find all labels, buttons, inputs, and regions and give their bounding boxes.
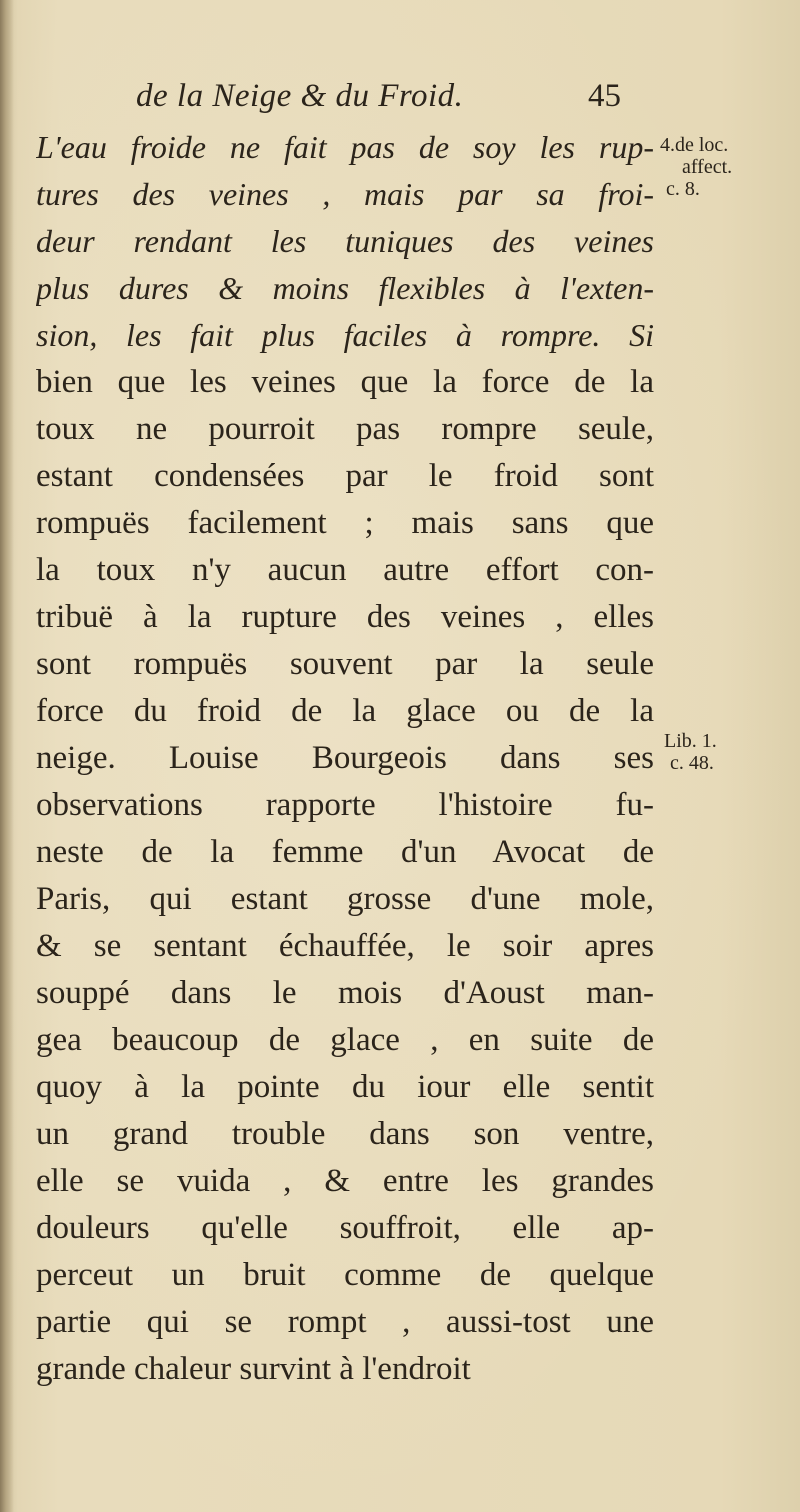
margin-note-line: c. 48.: [670, 752, 714, 774]
text-line: & se sentant échauffée, le soir apres: [36, 928, 654, 964]
text-line: force du froid de la glace ou de la: [36, 693, 654, 729]
text-line: la toux n'y aucun autre effort con-: [36, 552, 654, 588]
margin-note-line: affect.: [682, 156, 733, 178]
text-line: douleurs qu'elle souffroit, elle ap-: [36, 1210, 654, 1246]
text-line: sont rompuës souvent par la seule: [36, 646, 654, 682]
text-line: gea beaucoup de glace , en suite de: [36, 1022, 654, 1058]
text-line: Paris, qui estant grosse d'une mole,: [36, 881, 654, 917]
margin-note-line: 4.de loc.: [660, 134, 729, 156]
text-line: observations rapporte l'histoire fu-: [36, 787, 654, 823]
margin-note-citation: [660, 134, 732, 200]
text-line: L'eau froide ne fait pas de soy les rup-: [36, 129, 654, 165]
text-line: tures des veines , mais par sa froi-: [36, 176, 654, 212]
text-line: un grand trouble dans son ventre,: [36, 1116, 654, 1152]
text-line: tribuë à la rupture des veines , elles: [36, 599, 654, 635]
margin-note-line: c. 8.: [666, 178, 700, 200]
text-line: plus dures & moins flexibles à l'exten-: [36, 270, 654, 306]
page-number: 45: [588, 78, 621, 114]
text-line: neste de la femme d'un Avocat de: [36, 834, 654, 870]
text-line: deur rendant les tuniques des veines: [36, 223, 654, 259]
page-header: [0, 78, 800, 128]
page-gutter: [0, 0, 14, 1512]
body-text: [36, 124, 654, 1393]
margin-note-citation: [664, 730, 717, 774]
text-line: grande chaleur survint à l'endroit: [36, 1351, 471, 1387]
text-line: bien que les veines que la force de la: [36, 364, 654, 400]
text-line: estant condensées par le froid sont: [36, 458, 654, 494]
text-line: toux ne pourroit pas rompre seule,: [36, 411, 654, 447]
text-line: quoy à la pointe du iour elle sentit: [36, 1069, 654, 1105]
margin-note-line: Lib. 1.: [664, 730, 717, 752]
text-line: sion, les fait plus faciles à rompre. Si: [36, 317, 654, 353]
text-line: rompuës facilement ; mais sans que: [36, 505, 654, 541]
text-line: elle se vuida , & entre les grandes: [36, 1163, 654, 1199]
text-line: neige. Louise Bourgeois dans ses: [36, 740, 654, 776]
running-head: de la Neige & du Froid.: [136, 78, 464, 114]
text-line: souppé dans le mois d'Aoust man-: [36, 975, 654, 1011]
text-line: perceut un bruit comme de quelque: [36, 1257, 654, 1293]
text-line: partie qui se rompt , aussi-tost une: [36, 1304, 654, 1340]
